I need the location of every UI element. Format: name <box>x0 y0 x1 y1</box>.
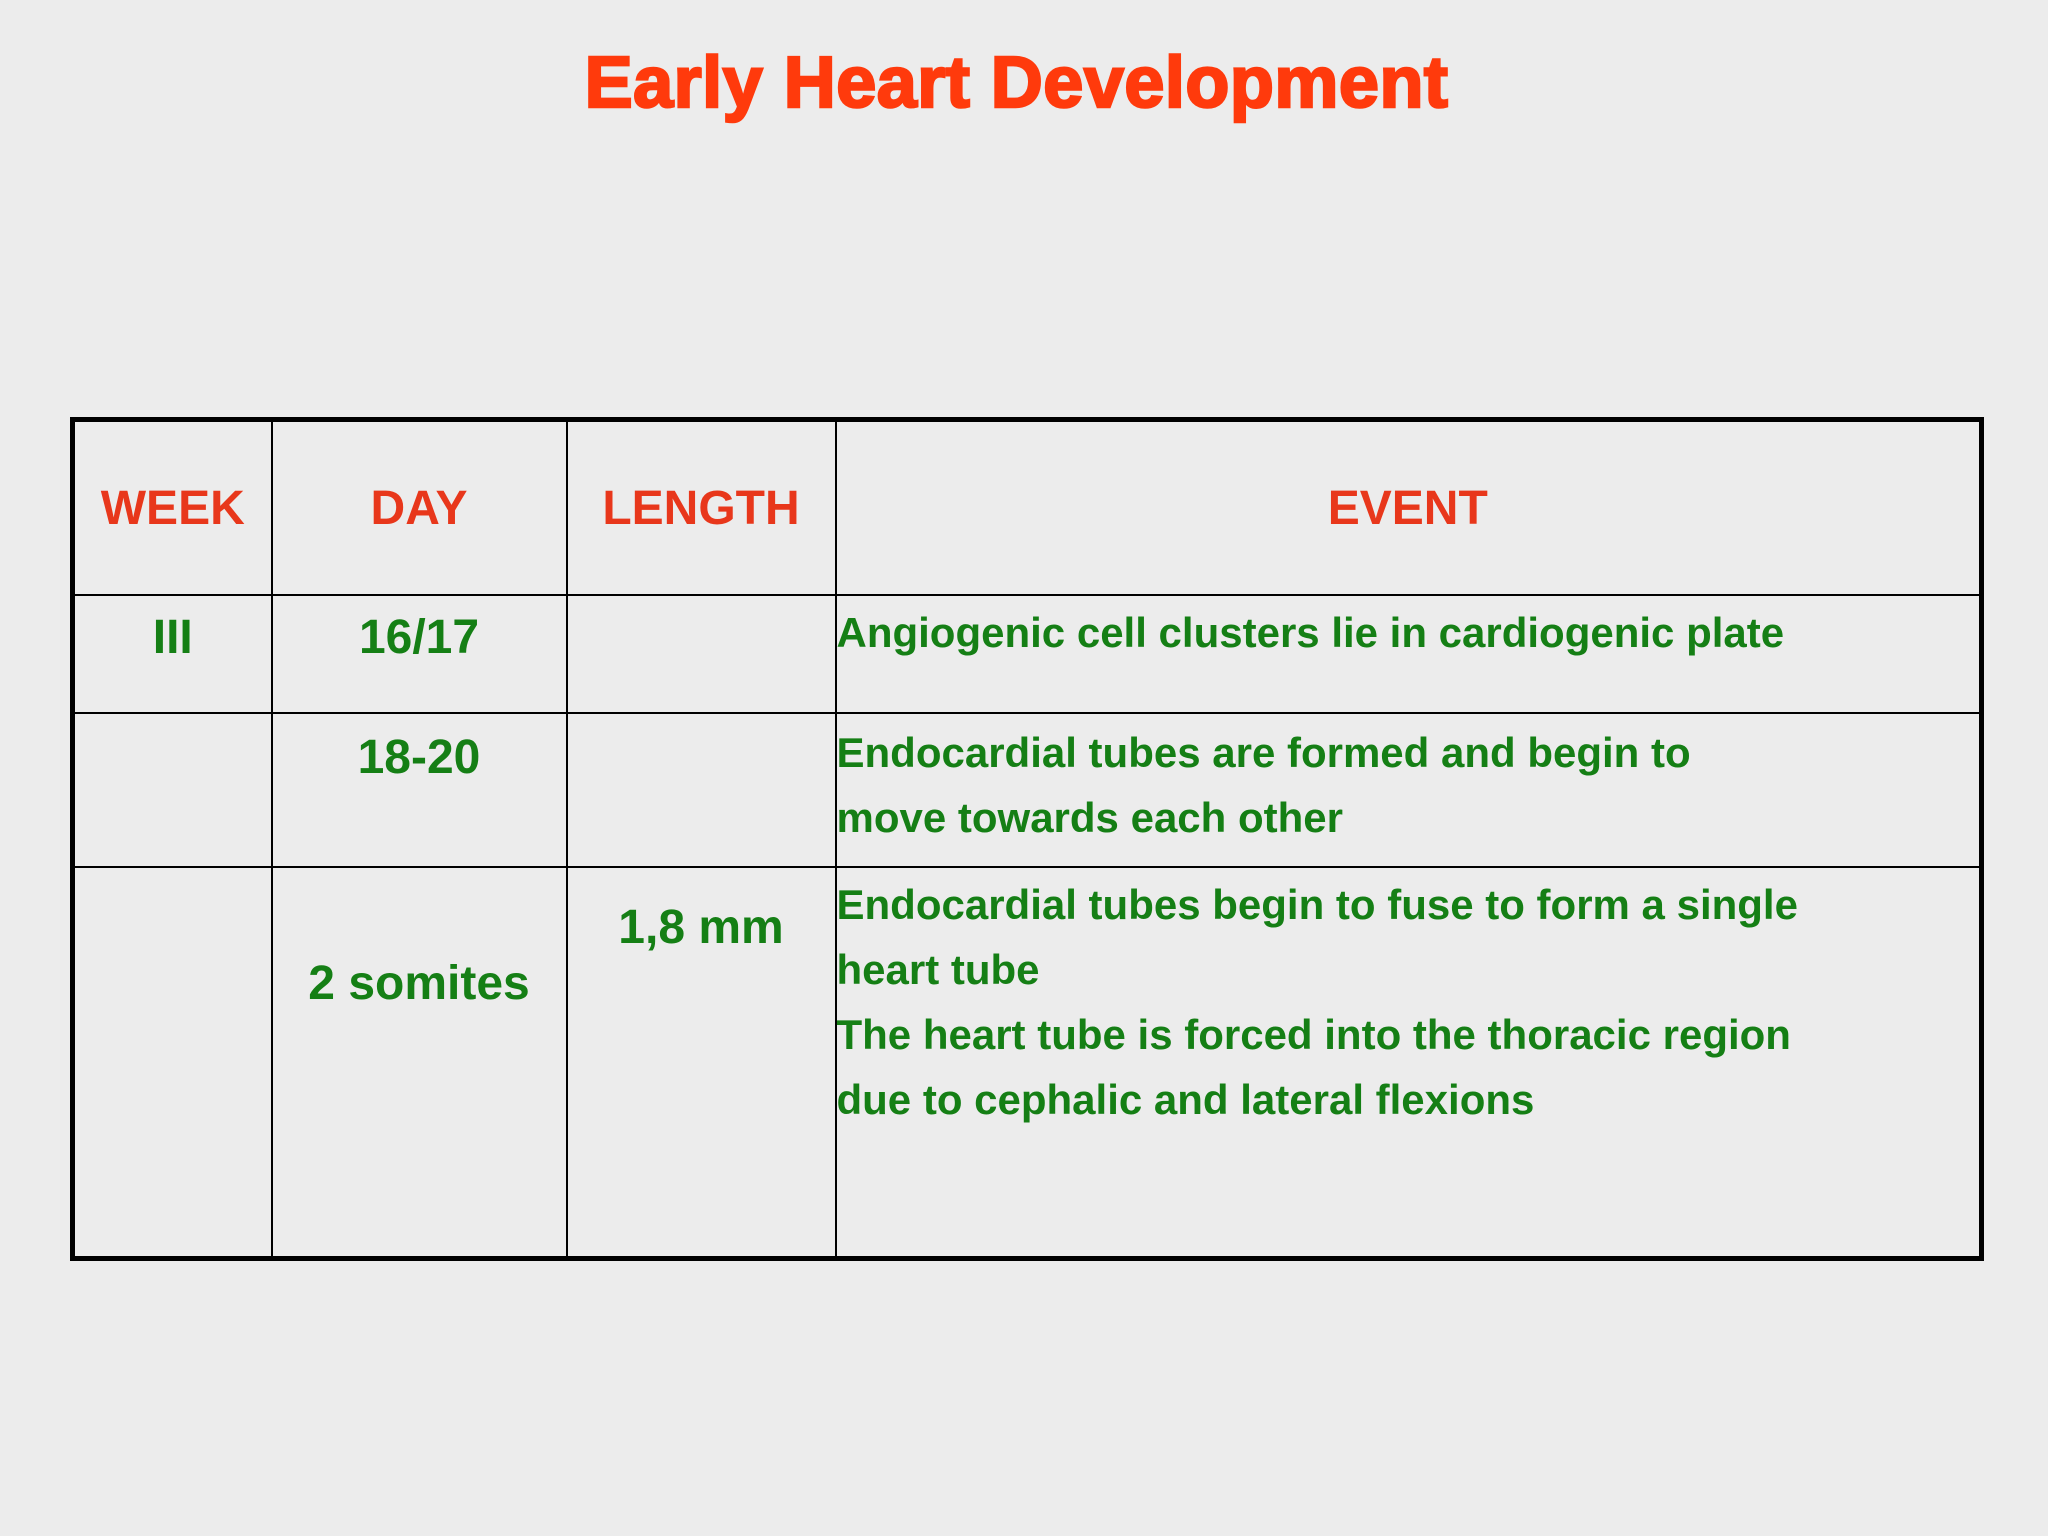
day-cell: 2 somites <box>272 867 567 1259</box>
week-cell <box>73 713 272 867</box>
header-week: WEEK <box>73 420 272 596</box>
event-line: The heart tube is forced into the thoracic region <box>836 1011 1791 1058</box>
week-cell <box>73 867 272 1259</box>
event-line: due to cephalic and lateral flexions <box>836 1076 1535 1123</box>
event-cell <box>836 595 1982 713</box>
header-length: LENGTH <box>567 420 836 596</box>
table-row <box>73 595 1982 713</box>
event-line: heart tube <box>836 946 1040 993</box>
table-header-row <box>73 420 1982 596</box>
event-line: Angiogenic cell clusters lie in cardiogenic plate <box>836 609 1785 656</box>
slide-title: Early Heart Development <box>584 43 1449 123</box>
event-line: Endocardial tubes are formed and begin to <box>836 729 1691 776</box>
heart-development-table <box>70 417 1984 1261</box>
event-line: Endocardial tubes begin to fuse to form a single <box>836 881 1798 928</box>
event-cell <box>836 867 1982 1259</box>
day-cell: 16/17 <box>272 595 567 713</box>
event-cell <box>836 713 1982 867</box>
length-cell <box>567 713 836 867</box>
length-cell: 1,8 mm <box>567 867 836 1259</box>
length-cell <box>567 595 836 713</box>
event-line: move towards each other <box>836 794 1343 841</box>
table-row <box>73 713 1982 867</box>
day-cell: 18-20 <box>272 713 567 867</box>
header-day: DAY <box>272 420 567 596</box>
week-cell: III <box>73 595 272 713</box>
table-row <box>73 867 1982 1259</box>
header-event: EVENT <box>836 420 1982 596</box>
